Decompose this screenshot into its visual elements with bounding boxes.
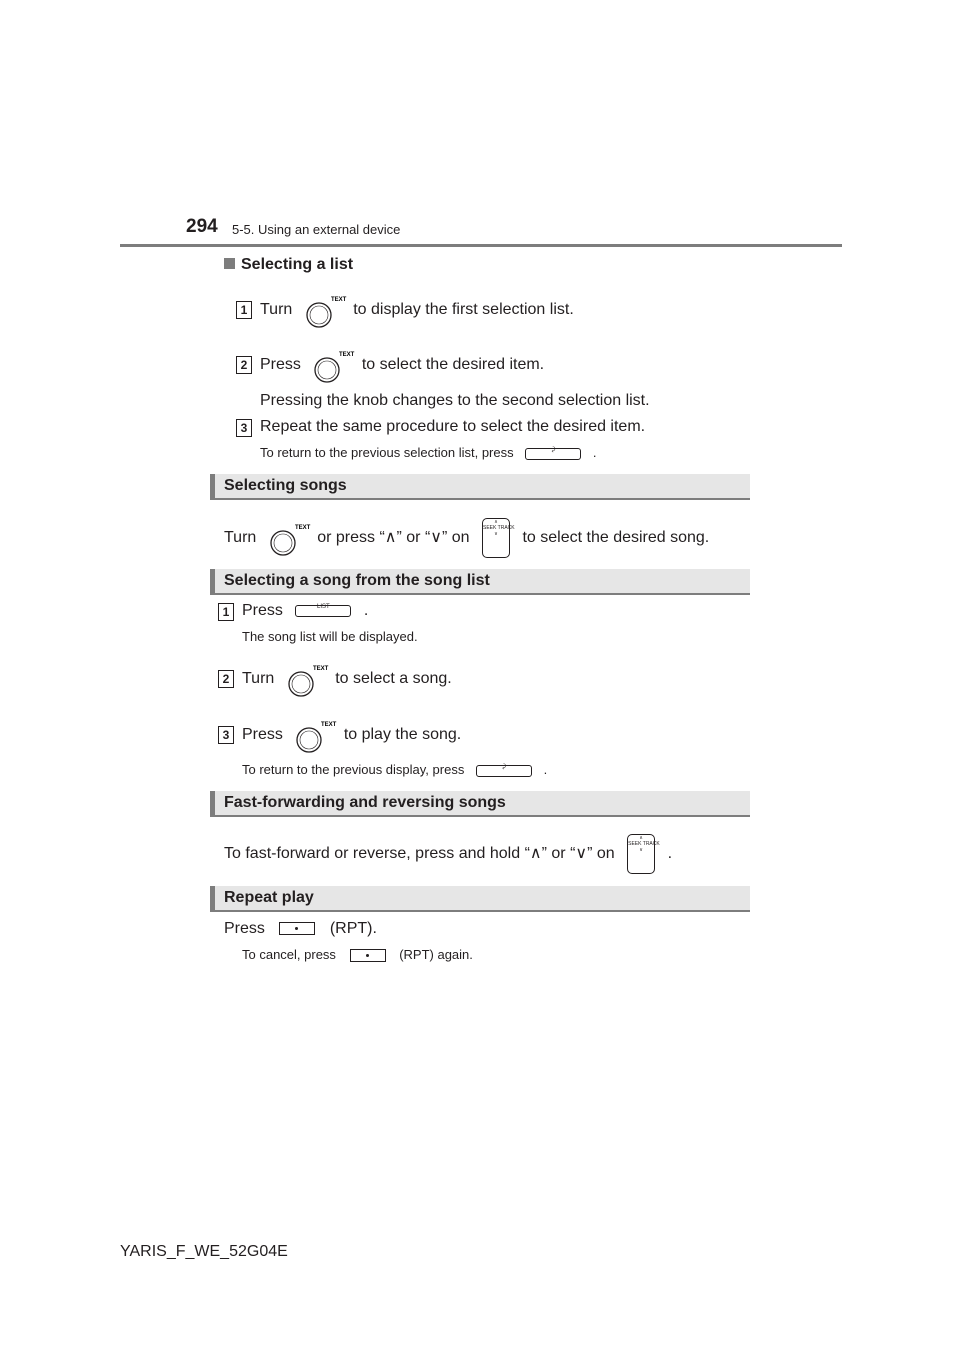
step-text: Press — [260, 356, 301, 374]
song-list-step-3 — [242, 720, 461, 750]
heading-title: Fast-forwarding and reversing songs — [224, 794, 506, 811]
step-text: to play the song. — [343, 726, 462, 744]
step-text: . — [363, 602, 369, 619]
list-button-icon — [295, 605, 351, 617]
body-text: To fast-forward or reverse, press and hold “∧” or “∨” on — [224, 845, 615, 863]
heading-bar — [210, 886, 750, 912]
heading-title: Selecting a song from the song list — [224, 572, 490, 589]
step-text: to select the desired item. — [361, 356, 545, 374]
song-list-step-2 — [242, 664, 452, 694]
note-text: To cancel, press — [242, 947, 336, 962]
list-label: LIST — [317, 603, 330, 610]
svg-text:TEXT: TEXT — [294, 525, 311, 531]
body-text: . — [667, 845, 673, 863]
step-3: Repeat the same procedure to select the desired item. — [260, 418, 646, 435]
section-title: 5-5. Using an external device — [232, 222, 401, 237]
knob-icon — [295, 720, 337, 750]
knob-icon — [313, 350, 355, 380]
step-number-1: 1 — [218, 603, 234, 621]
svg-text:TEXT: TEXT — [339, 352, 355, 358]
selecting-songs-text — [224, 518, 709, 558]
repeat-text — [224, 920, 377, 938]
step-number-1: 1 — [236, 301, 252, 319]
svg-text:TEXT: TEXT — [321, 722, 337, 728]
heading-title: Selecting songs — [224, 477, 347, 494]
song-list-return-note — [242, 762, 547, 777]
repeat-note — [242, 947, 473, 962]
step-number-2: 2 — [236, 356, 252, 374]
knob-icon — [305, 295, 347, 325]
body-text: to select the desired song. — [522, 529, 710, 547]
knob-icon — [287, 664, 329, 694]
seek-label: SEEK TRACK — [483, 525, 515, 531]
step-1 — [260, 295, 574, 325]
step-2 — [260, 350, 544, 380]
step-text: Turn — [242, 670, 275, 688]
body-text: Turn — [224, 529, 257, 547]
seek-track-switch-icon: ∧ SEEK TRACK ∨ — [627, 834, 655, 874]
heading-title: Repeat play — [224, 889, 314, 906]
note-text: To return to the previous display, press — [242, 762, 465, 777]
body-text: (RPT). — [329, 920, 377, 937]
return-note — [260, 445, 597, 460]
step-text: Turn — [260, 301, 293, 319]
square-bullet-icon — [224, 258, 235, 269]
seek-label: SEEK TRACK — [628, 841, 660, 847]
preset-button-icon — [279, 922, 315, 935]
svg-text:TEXT: TEXT — [330, 297, 347, 303]
back-button-icon: ⤸ — [476, 765, 532, 777]
back-button-icon: ⤸ — [525, 448, 581, 460]
note-text: To return to the previous selection list, press — [260, 445, 514, 460]
fast-forward-text — [224, 834, 672, 874]
note-text: . — [592, 445, 597, 460]
step-text: Press — [242, 726, 283, 744]
heading-bar — [210, 791, 750, 817]
seek-track-switch-icon: ∧ SEEK TRACK ∨ — [482, 518, 510, 558]
svg-text:TEXT: TEXT — [312, 666, 329, 672]
preset-button-icon — [350, 949, 386, 962]
note-text: . — [543, 762, 548, 777]
step-text: to display the first selection list. — [353, 301, 574, 319]
step-number-3: 3 — [218, 726, 234, 744]
step-2-note: Pressing the knob changes to the second selection list. — [260, 392, 650, 409]
body-text: or press “∧” or “∨” on — [317, 529, 470, 547]
footer-code: YARIS_F_WE_52G04E — [120, 1243, 288, 1260]
header-rule — [120, 244, 842, 247]
step-number-2: 2 — [218, 670, 234, 688]
page-number: 294 — [186, 216, 218, 237]
heading-bar — [210, 569, 750, 595]
step-number-3: 3 — [236, 419, 252, 437]
step-text: to select a song. — [335, 670, 452, 688]
step-text: Press — [242, 602, 283, 619]
heading-bar — [210, 474, 750, 500]
song-list-step-1-note: The song list will be displayed. — [242, 629, 418, 644]
note-text: (RPT) again. — [399, 947, 473, 962]
subsection-selecting-list — [224, 256, 353, 274]
song-list-step-1 — [242, 602, 368, 620]
subsection-title: Selecting a list — [241, 256, 354, 273]
body-text: Press — [224, 920, 265, 937]
knob-icon — [269, 523, 311, 553]
